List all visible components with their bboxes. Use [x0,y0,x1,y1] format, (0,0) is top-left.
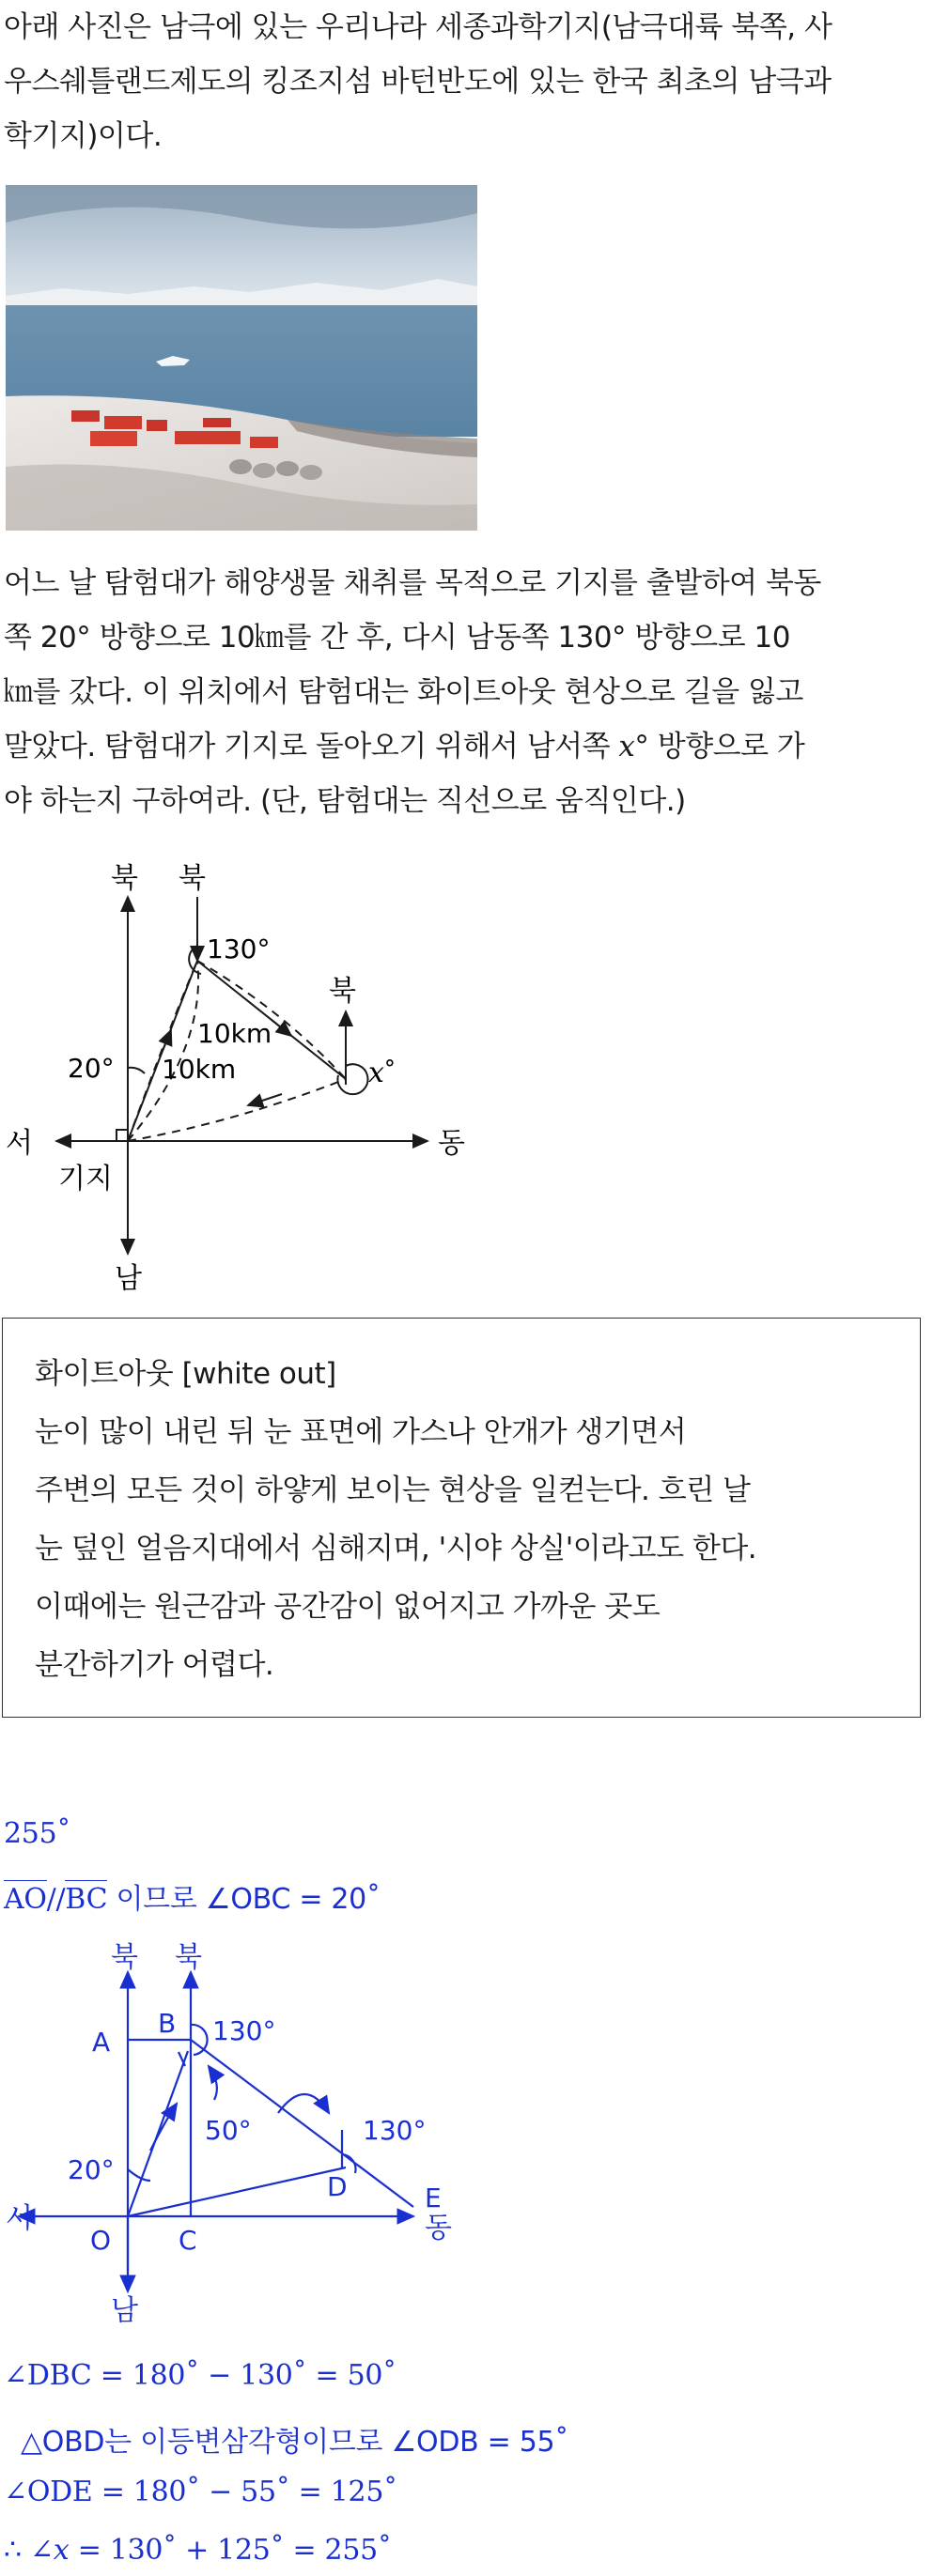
solution-line: ∠DBC = 180˚ − 130˚ = 50˚ [4,2359,397,2392]
intro-line: 학기지)이다. [4,119,163,153]
fig1-distance: 10km [197,1018,272,1049]
box-line: 분간하기가 어렵다. [35,1648,274,1682]
fig2-point-c: C [179,2225,197,2256]
fig1-angle-x: x° [368,1056,396,1089]
fig1-east-label: 동 [438,1127,465,1160]
problem-figure [0,859,526,1304]
variable-x: x [618,730,635,764]
solution-line: △OBD는 이등변삼각형이므로 ∠ODB = 55˚ [21,2426,569,2459]
box-line: 눈이 많이 내린 뒤 눈 표면에 가스나 안개가 생기면서 [35,1415,687,1449]
fig1-south-label: 남 [115,1262,142,1295]
box-title: 화이트아웃 [white out] [35,1357,336,1391]
problem-line: 야 하는지 구하여라. (단, 탐험대는 직선으로 움직인다.) [4,784,686,818]
solution-figure [0,1935,526,2352]
fig1-distance: 10km [162,1054,237,1085]
problem-line: 말았다. 탐험대가 기지로 돌아오기 위해서 남서쪽 x° 방향으로 가 [4,730,805,764]
box-line: 눈 덮인 얼음지대에서 심해지며, '시야 상실'이라고도 한다. [35,1532,757,1566]
problem-line: ㎞를 갔다. 이 위치에서 탐험대는 화이트아웃 현상으로 길을 잃고 [4,675,803,709]
fig2-north-label: 북 [175,1941,202,1974]
solution-answer: 255˚ [4,1817,71,1850]
fig2-point-o: O [90,2225,112,2256]
fig2-angle-50: 50° [205,2115,252,2146]
fig2-point-a: A [92,2027,111,2058]
fig2-angle-130: 130° [212,2015,276,2046]
fig1-angle-130: 130° [207,933,271,964]
fig1-north-label: 북 [111,862,138,895]
fig2-angle-20: 20° [68,2154,115,2185]
fig2-point-b: B [158,2008,177,2039]
problem-line: 쪽 20° 방향으로 10㎞를 간 후, 다시 남동쪽 130° 방향으로 10 [4,621,790,655]
box-line: 주변의 모든 것이 하얗게 보이는 현상을 일컫는다. 흐린 날 [35,1473,751,1507]
fig2-east-label: 동 [425,2212,452,2244]
fig1-angle-20: 20° [68,1053,115,1084]
variable-x: x [53,2534,70,2567]
whiteout-definition-box [2,1318,921,1718]
box-line: 이때에는 원근감과 공간감이 없어지고 가까운 곳도 [35,1590,661,1624]
solution-line: ∴ ∠x = 130˚ + 125˚ = 255˚ [4,2534,392,2567]
problem-line: 어느 날 탐험대가 해양생물 채취를 목적으로 기지를 출발하여 북동 [4,566,821,600]
intro-line: 우스쉐틀랜드제도의 킹조지섬 바턴반도에 있는 한국 최초의 남극과 [4,65,832,99]
fig2-point-d: D [327,2171,348,2202]
fig2-north-label: 북 [111,1941,138,1974]
fig2-west-label: 서 [6,2202,33,2235]
solution-line: ∠ODE = 180˚ − 55˚ = 125˚ [4,2476,397,2508]
fig1-north-label: 북 [179,862,206,895]
fig2-south-label: 남 [111,2294,138,2327]
solution-line: AO//BC 이므로 ∠OBC = 20˚ [4,1875,381,1917]
fig1-base-label: 기지 [58,1163,113,1195]
intro-paragraph [4,0,929,163]
fig2-point-e: E [425,2183,442,2214]
problem-statement [4,556,929,828]
fig1-north-label: 북 [329,975,356,1008]
intro-line: 아래 사진은 남극에 있는 우리나라 세종과학기지(남극대륙 북쪽, 사 [4,10,832,44]
fig1-west-label: 서 [6,1127,33,1160]
station-photo [6,185,477,531]
fig2-angle-130: 130° [363,2115,427,2146]
